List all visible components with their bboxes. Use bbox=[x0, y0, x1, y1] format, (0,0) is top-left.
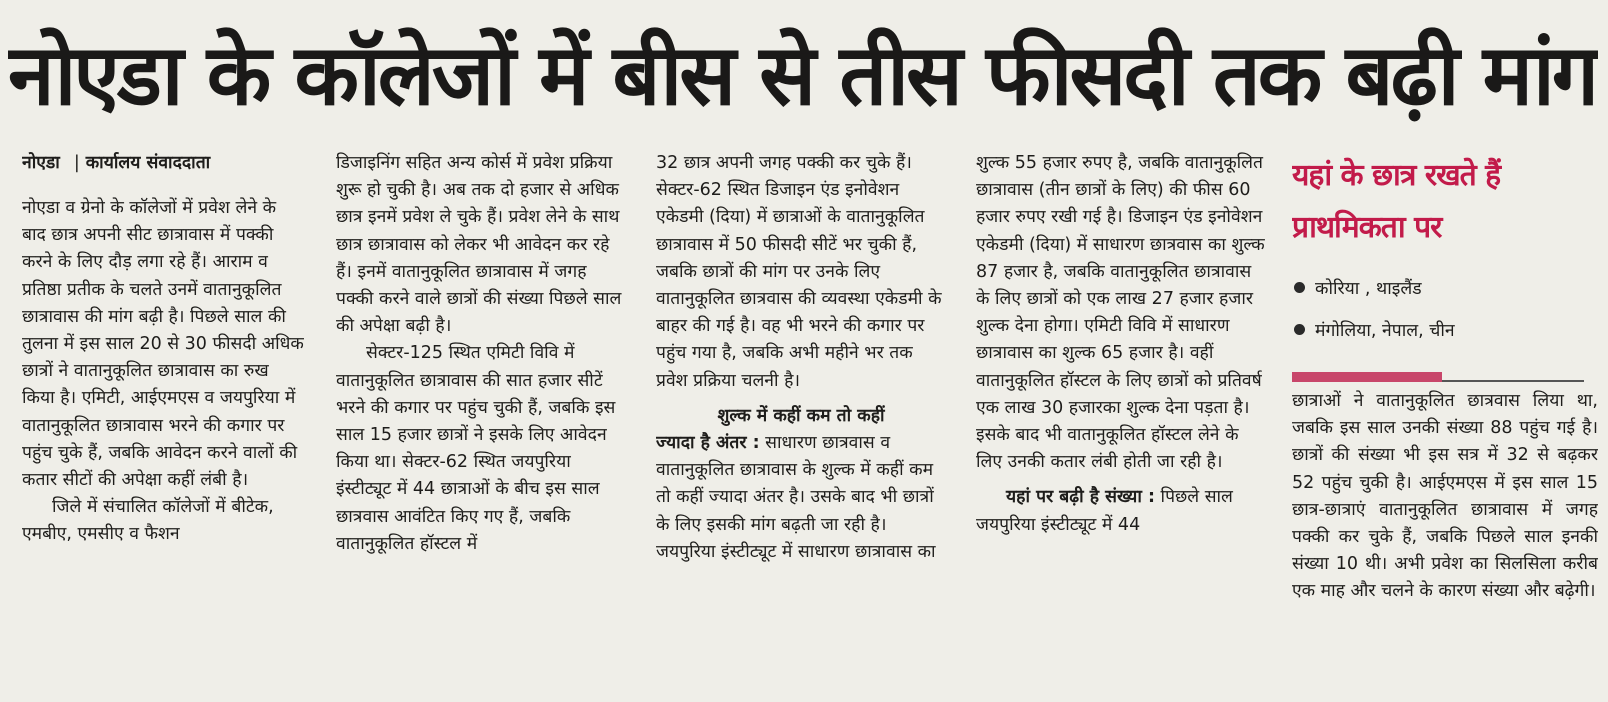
paragraph: 32 छात्र अपनी जगह पक्की कर चुके हैं। सेक्टर-62 स्थित डिजाइन एंड इनोवेशन एकेडमी (दिया) में छात्राओं के वातानुकूलित छात्रावास में 50 फीसदी सीटें भर चुकी हैं, जबकि छात्रों की मांग पर उनके लिए वातानुकूलित छात्रवास की व्यवस्था एकेडमी के बाहर की गई है। वह भी भरने की कगार पर पहुंच गया है, जबकि अभी महीने भर तक प्रवेश प्रक्रिया चलनी है। bbox=[656, 153, 942, 391]
list-item: मंगोलिया, नेपाल, चीन bbox=[1292, 310, 1598, 352]
bullet-dot-icon bbox=[1294, 324, 1305, 335]
paragraph: जिले में संचालित कॉलेजों में बीटेक, एमबीए, एमसीए व फैशन bbox=[22, 497, 274, 545]
list-item: कोरिया , थाइलैंड bbox=[1292, 268, 1598, 310]
paragraph: छात्राओं ने वातानुकूलित छात्रवास लिया था, जबकि इस साल उनकी संख्या 88 पहुंच गई है। छात्रों की संख्या भी इस सत्र में 32 से बढ़कर 52 पहुंच चुकी है। आईएमएस में इस साल 15 छात्र-छात्राएं वातानुकूलित छात्रावास में जगह पक्की कर चुके हैं, जबकि पिछले साल इनकी संख्या 10 थी। अभी प्रवेश का सिलसिला करीब एक माह और चलने के कारण संख्या और बढ़ेगी। bbox=[1292, 391, 1598, 602]
box-title-line: प्राथमिकता पर bbox=[1292, 210, 1442, 245]
divider bbox=[1292, 372, 1442, 382]
article-column-5 bbox=[1292, 150, 1598, 696]
article-column-1 bbox=[22, 150, 304, 696]
paragraph-text: साधारण छात्रवास व वातानुकूलित छात्रावास के शुल्क में कहीं कम तो कहीं ज्यादा अंतर है। उसके बाद भी छात्रों के लिए इसकी मांग बढ़ती जा रही है। जयपुरिया इंस्टीट्यूट में साधारण छात्रावास का bbox=[656, 433, 936, 562]
paragraph: शुल्क 55 हजार रुपए है, जबकि वातानुकूलित छात्रावास (तीन छात्रों के लिए) की फीस 60 हजार रुपए रखी गई है। डिजाइन एंड इनोवेशन एकेडमी (दिया) में साधारण छात्रवास का शुल्क 87 हजार है, जबकि वातानुकूलित छात्रावास के लिए छात्रों को एक लाख 27 हजार हजार शुल्क देना होगा। एमिटी विवि में साधारण छात्रावास का शुल्क 65 हजार है। वहीं वातानुकूलित हॉस्टल के लिए छात्रों को प्रतिवर्ष एक लाख 30 हजारका शुल्क देना पड़ता है। इसके बाद भी वातानुकूलित हॉस्टल लेने के लिए उनकी कतार लंबी होती जा रही है। bbox=[976, 153, 1265, 473]
paragraph-text: पिछले साल जयपुरिया इंस्टीट्यूट में 44 bbox=[976, 487, 1233, 535]
article-column-4 bbox=[976, 150, 1266, 696]
byline-reporter: कार्यालय संवाददाता bbox=[85, 153, 211, 173]
byline-separator: | bbox=[73, 153, 80, 173]
byline-place: नोएडा bbox=[22, 153, 60, 173]
paragraph bbox=[976, 484, 1266, 538]
subheading-fee-difference: शुल्क में कहीं कम तो कहीं bbox=[717, 405, 885, 426]
paragraph: सेक्टर-125 स्थित एमिटी विवि में वातानुकूलित छात्रावास की सात हजार सीटें भरने की कगार पर पहुंच चुकी हैं, जबकि इस साल 15 हजार छात्रों ने इसके लिए आवेदन किया था। सेक्टर-62 स्थित जयपुरिया इंस्टीट्यूट में 44 छात्राओं के बीच इस साल छात्रवास आवंटित किए गए हैं, जबकि वातानुकूलित हॉस्टल में bbox=[336, 343, 616, 554]
box-title-line: यहां के छात्र रखते हैं bbox=[1292, 158, 1501, 193]
subheading-fee-difference-cont: ज्यादा है अंतर : bbox=[656, 433, 760, 454]
subheading-count-increase: यहां पर बढ़ी है संख्या : bbox=[1006, 487, 1155, 508]
paragraph: डिजाइनिंग सहित अन्य कोर्स में प्रवेश प्रक्रिया शुरू हो चुकी है। अब तक दो हजार से अधिक छात्र इनमें प्रवेश ले चुके हैं। प्रवेश लेने के साथ छात्र छात्रावास को लेकर भी आवेदन कर रहे हैं। इनमें वातानुकूलित छात्रावास में जगह पक्की करने वाले छात्रों की संख्या पिछले साल की अपेक्षा बढ़ी है। bbox=[336, 153, 622, 337]
bullet-dot-icon bbox=[1294, 282, 1305, 293]
article-column-3 bbox=[656, 150, 946, 696]
byline bbox=[22, 150, 304, 177]
headline: नोएडा के कॉलेजों में बीस से तीस फीसदी तक बढ़ी मांग bbox=[8, 26, 1597, 124]
box-title bbox=[1292, 150, 1598, 254]
paragraph bbox=[656, 430, 946, 566]
article-column-2 bbox=[336, 150, 626, 696]
paragraph: नोएडा व ग्रेनो के कॉलेजों में प्रवेश लेने के बाद छात्र अपनी सीट छात्रावास में पक्की करने के लिए दौड़ लगा रहे हैं। आराम व प्रतिष्ठा प्रतीक के चलते उनमें वातानुकूलित छात्रावास की मांग बढ़ी है। पिछले साल की तुलना में इस साल 20 से 30 फीसदी अधिक छात्रों ने वातानुकूलित छात्रावास का रुख किया है। एमिटी, आईएमएस व जयपुरिया में वातानुकूलित छात्रावास भरने की कगार पर पहुंच चुके हैं, जबकि आवेदन करने वालों की कतार सीटों की अपेक्षा कहीं लंबी है। bbox=[22, 198, 304, 491]
